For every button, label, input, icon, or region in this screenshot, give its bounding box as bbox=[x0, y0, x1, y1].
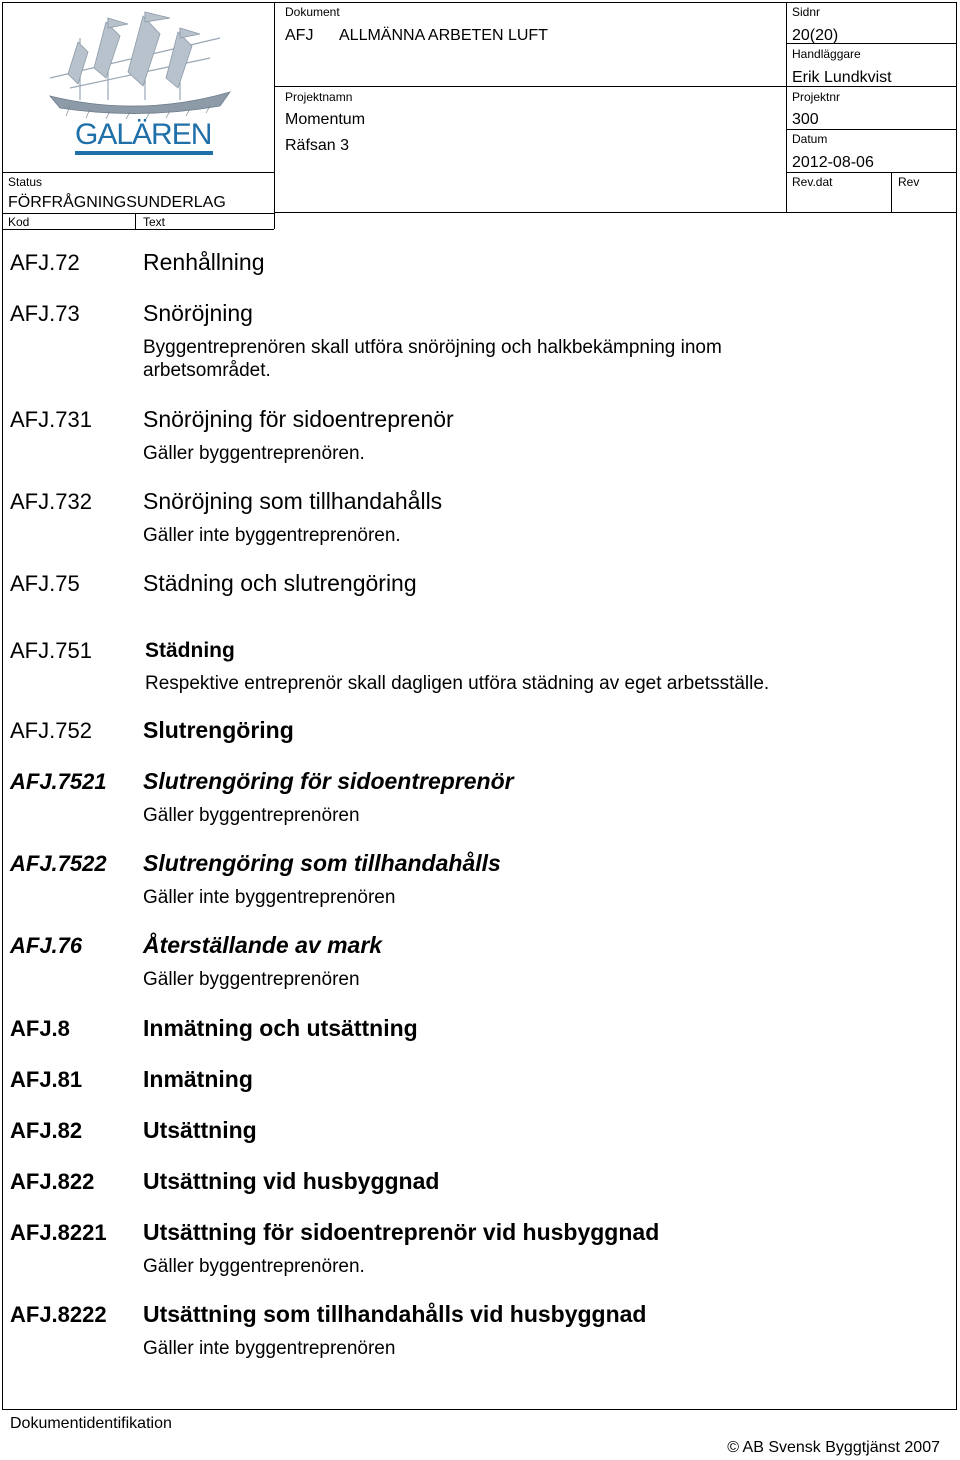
entry-title: Utsättning som tillhandahålls vid husbyggnad bbox=[143, 1301, 647, 1327]
footer-copyright: © AB Svensk Byggtjänst 2007 bbox=[727, 1439, 940, 1456]
handlaggare-value: Erik Lundkvist bbox=[792, 69, 892, 86]
text-label: Text bbox=[143, 215, 166, 229]
handlaggare-label: Handläggare bbox=[792, 47, 861, 61]
entry-title: Inmätning och utsättning bbox=[143, 1015, 418, 1041]
datum-value: 2012-08-06 bbox=[792, 154, 874, 171]
entry-code: AFJ.752 bbox=[10, 718, 92, 743]
entry-title: Renhållning bbox=[143, 249, 265, 275]
entry-text: Gäller inte byggentreprenören bbox=[143, 1338, 396, 1359]
kod-label: Kod bbox=[8, 215, 30, 229]
projektnamn-line2: Räfsan 3 bbox=[285, 137, 350, 154]
sidnr-label: Sidnr bbox=[792, 5, 821, 19]
projektnr-label: Projektnr bbox=[792, 90, 841, 104]
entry-code: AFJ.822 bbox=[10, 1169, 95, 1194]
footer-doc-id: Dokumentidentifikation bbox=[10, 1415, 172, 1432]
entry-title: Snöröjning för sidoentreprenör bbox=[143, 406, 454, 432]
entry-code: AFJ.81 bbox=[10, 1067, 83, 1092]
ship-icon bbox=[20, 8, 260, 120]
entry-text-cont: arbetsområdet. bbox=[143, 360, 271, 381]
status-label: Status bbox=[8, 175, 43, 189]
entry-code: AFJ.75 bbox=[10, 571, 80, 596]
entry-title: Slutrengöring bbox=[143, 717, 294, 743]
entry-text: Gäller byggentreprenören. bbox=[143, 443, 365, 464]
entry-code: AFJ.732 bbox=[10, 489, 92, 514]
datum-label: Datum bbox=[792, 132, 828, 146]
entry-code: AFJ.73 bbox=[10, 301, 80, 326]
logo-text: GALÄREN bbox=[75, 118, 212, 151]
entry-title: Utsättning vid husbyggnad bbox=[143, 1168, 440, 1194]
entry-code: AFJ.7521 bbox=[10, 769, 107, 794]
entry-title: Utsättning bbox=[143, 1117, 257, 1143]
entry-code: AFJ.76 bbox=[10, 933, 83, 958]
entry-title: Utsättning för sidoentreprenör vid husbyggnad bbox=[143, 1219, 660, 1245]
entry-text: Gäller inte byggentreprenören bbox=[143, 887, 396, 908]
entry-title: Snöröjning som tillhandahålls bbox=[143, 488, 443, 514]
galaren-logo bbox=[20, 8, 260, 168]
sidnr-value: 20(20) bbox=[792, 27, 839, 44]
logo-underline bbox=[75, 151, 213, 155]
entry-text: Gäller byggentreprenören bbox=[143, 805, 360, 826]
entry-text: Gäller byggentreprenören bbox=[143, 969, 360, 990]
entry-text: Byggentreprenören skall utföra snöröjning och halkbekämpning inom bbox=[143, 337, 722, 358]
entry-title: Slutrengöring för sidoentreprenör bbox=[143, 768, 514, 794]
dokument-label: Dokument bbox=[285, 5, 340, 19]
dokument-code: AFJ bbox=[285, 27, 314, 44]
projektnamn-label: Projektnamn bbox=[285, 90, 353, 104]
projektnr-value: 300 bbox=[792, 111, 819, 128]
entry-title: Städning och slutrengöring bbox=[143, 570, 417, 596]
entry-text: Gäller byggentreprenören. bbox=[143, 1256, 365, 1277]
entry-title: Återställande av mark bbox=[143, 932, 383, 958]
entry-title: Inmätning bbox=[143, 1066, 253, 1092]
rev-label: Rev bbox=[898, 175, 920, 189]
entry-code: AFJ.72 bbox=[10, 250, 80, 275]
entry-code: AFJ.751 bbox=[10, 638, 92, 663]
status-value: FÖRFRÅGNINGSUNDERLAG bbox=[8, 194, 226, 211]
entry-code: AFJ.82 bbox=[10, 1118, 83, 1143]
entry-text: Respektive entreprenör skall dagligen utföra städning av eget arbetsställe. bbox=[145, 673, 770, 694]
projektnamn-line1: Momentum bbox=[285, 111, 366, 128]
entry-title: Slutrengöring som tillhandahålls bbox=[143, 850, 501, 876]
dokument-title: ALLMÄNNA ARBETEN LUFT bbox=[339, 27, 548, 44]
entry-text: Gäller inte byggentreprenören. bbox=[143, 525, 401, 546]
entry-code: AFJ.731 bbox=[10, 407, 92, 432]
revdat-label: Rev.dat bbox=[792, 175, 833, 189]
entry-title: Snöröjning bbox=[143, 300, 253, 326]
entry-code: AFJ.8 bbox=[10, 1016, 70, 1041]
entry-title: Städning bbox=[145, 639, 235, 662]
entry-code: AFJ.7522 bbox=[10, 851, 107, 876]
entry-code: AFJ.8222 bbox=[10, 1302, 107, 1327]
entry-code: AFJ.8221 bbox=[10, 1220, 107, 1245]
